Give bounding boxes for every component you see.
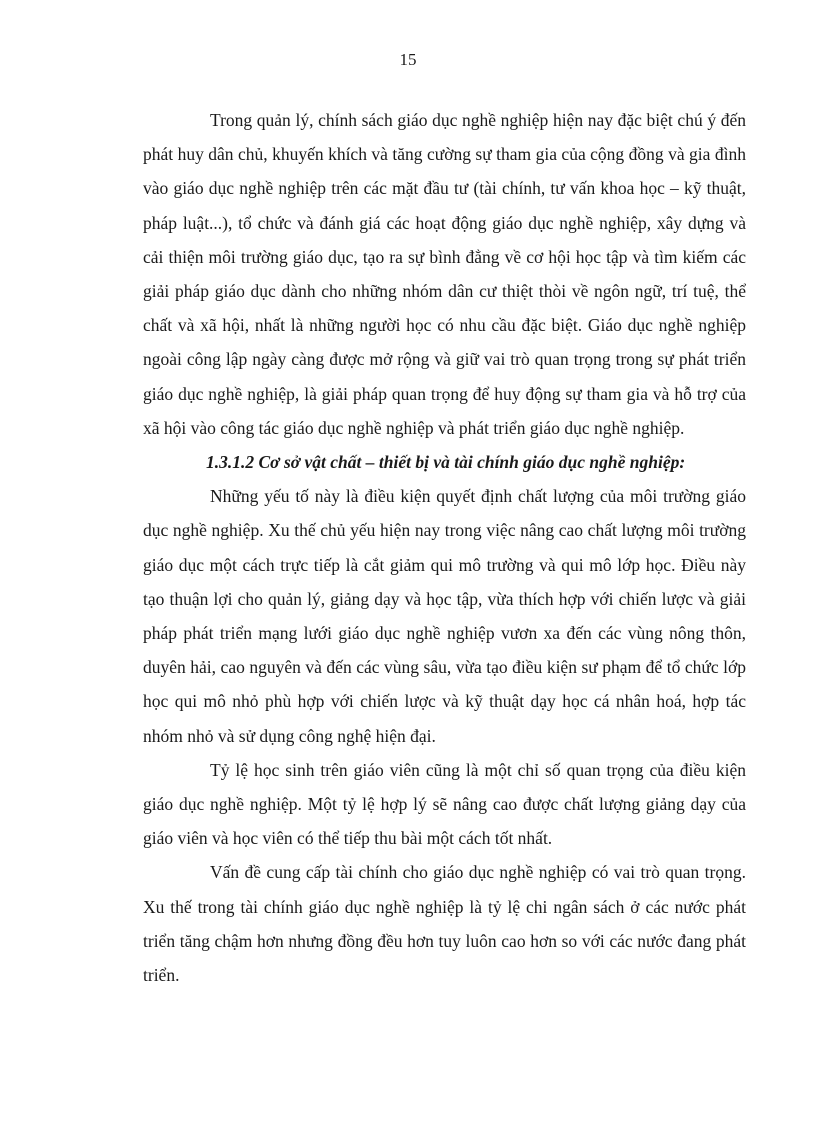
page-number: 15: [399, 50, 417, 69]
paragraph-policy: Trong quản lý, chính sách giáo dục nghề nghiệp hiện nay đặc biệt chú ý đến phát huy dân chủ, khuyến khích và tăng cường sự tham gia của cộng đồng và gia đình vào giáo dục nghề nghiệp trên các mặt đầu tư (tài chính, tư vấn khoa học – kỹ thuật, pháp luật...), tổ chức và đánh giá các hoạt động giáo dục nghề nghiệp, xây dựng và cải thiện môi trường giáo dục, tạo ra sự bình đẳng về cơ hội học tập và tìm kiếm các giải pháp giáo dục dành cho những nhóm dân cư thiệt thòi về ngôn ngữ, trí tuệ, thể chất và xã hội, nhất là những người học có nhu cầu đặc biệt. Giáo dục nghề nghiệp ngoài công lập ngày càng được mở rộng và giữ vai trò quan trọng trong sự phát triển giáo dục nghề nghiệp, là giải pháp quan trọng để huy động sự tham gia và hỗ trợ của xã hội vào công tác giáo dục nghề nghiệp và phát triển giáo dục nghề nghiệp.: [143, 110, 746, 438]
paragraph-finance: Vấn đề cung cấp tài chính cho giáo dục nghề nghiệp có vai trò quan trọng. Xu thế trong tài chính giáo dục nghề nghiệp là tỷ lệ chi ngân sách ở các nước phát triển tăng chậm hơn nhưng đồng đều hơn tuy luôn cao hơn so với các nước đang phát triển.: [143, 862, 746, 986]
paragraph-facilities: Những yếu tố này là điều kiện quyết định chất lượng của môi trường giáo dục nghề nghiệp. Xu thế chủ yếu hiện nay trong việc nâng cao chất lượng môi trường giáo dục một cách trực tiếp là cắt giảm qui mô trường và qui mô lớp học. Điều này tạo thuận lợi cho quản lý, giảng dạy và học tập, vừa thích hợp với chiến lược và giải pháp phát triển mạng lưới giáo dục nghề nghiệp vươn xa đến các vùng nông thôn, duyên hải, cao nguyên và đến các vùng sâu, vừa tạo điều kiện sư phạm để tổ chức lớp học qui mô nhỏ phù hợp với chiến lược và kỹ thuật dạy học cá nhân hoá, hợp tác nhóm nhỏ và sử dụng công nghệ hiện đại.: [143, 486, 746, 746]
paragraph-student-teacher-ratio: Tỷ lệ học sinh trên giáo viên cũng là một chỉ số quan trọng của điều kiện giáo dục nghề nghiệp. Một tỷ lệ hợp lý sẽ nâng cao được chất lượng giảng dạy của giáo viên và học viên có thể tiếp thu bài một cách tốt nhất.: [143, 759, 746, 849]
section-heading: 1.3.1.2 Cơ sở vật chất – thiết bị và tài chính giáo dục nghề nghiệp:: [206, 452, 686, 473]
document-body: [143, 103, 746, 992]
